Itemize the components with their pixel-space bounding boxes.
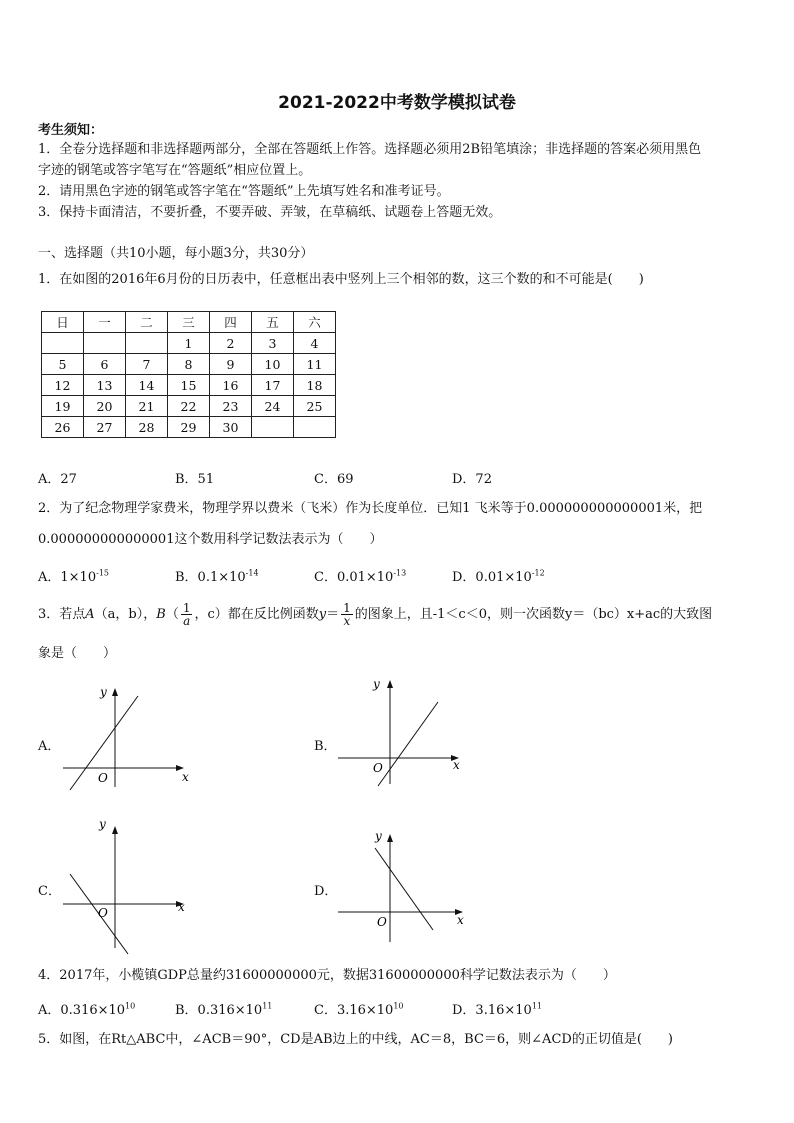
x-axis-label: x — [453, 758, 460, 772]
fraction-1-over-x: $\frac{1}{x}$ — [343, 601, 351, 628]
calendar-cell: 26 — [42, 417, 84, 438]
calendar-table — [41, 311, 336, 438]
calendar-cell: 三 — [168, 312, 210, 333]
calendar-cell: 4 — [294, 333, 336, 354]
calendar-cell: 24 — [252, 396, 294, 417]
calendar-cell: 13 — [84, 375, 126, 396]
graph-a — [58, 682, 198, 792]
q4-option-b: B．$0.316\times 10^{11}$ — [175, 1001, 273, 1018]
section-heading: 一、选择题（共10小题，每小题3分，共30分） — [38, 246, 314, 261]
x-axis-label: x — [178, 900, 185, 914]
calendar-cell: 25 — [294, 396, 336, 417]
q1-option-a: A．27 — [38, 472, 77, 487]
q2-option-a: A．$1\times 10^{-15}$ — [38, 568, 109, 585]
calendar-cell: 18 — [294, 375, 336, 396]
calendar-cell: 2 — [210, 333, 252, 354]
notice-item-3: 3．保持卡面清洁，不要折叠，不要弄破、弄皱，在草稿纸、试题卷上答题无效。 — [38, 205, 502, 220]
q2-stem-cont: 0.000000000000001这个数用科学记数法表示为（ ） — [38, 532, 383, 547]
calendar-cell: 19 — [42, 396, 84, 417]
origin-label: O — [377, 915, 387, 929]
x-axis-label: x — [182, 770, 189, 784]
calendar-cell: 11 — [294, 354, 336, 375]
calendar-cell: 30 — [210, 417, 252, 438]
y-axis-label: y — [375, 829, 382, 843]
calendar-cell: 15 — [168, 375, 210, 396]
calendar-cell: 10 — [252, 354, 294, 375]
q1-option-c: C．69 — [314, 472, 354, 487]
y-axis-label: y — [100, 685, 107, 699]
calendar-cell: 四 — [210, 312, 252, 333]
calendar-cell: 二 — [126, 312, 168, 333]
q1-option-b: B．51 — [175, 472, 215, 487]
calendar-cell: 23 — [210, 396, 252, 417]
calendar-cell — [42, 333, 84, 354]
q3-option-d-label: D． — [314, 884, 338, 899]
y-axis-label: y — [99, 818, 106, 831]
q2-option-b: B．$0.1\times 10^{-14}$ — [175, 568, 259, 585]
q2-option-d: D．$0.01\times 10^{-12}$ — [452, 568, 545, 585]
calendar-row — [42, 333, 336, 354]
calendar-row — [42, 396, 336, 417]
calendar-cell: 5 — [42, 354, 84, 375]
notice-heading: 考生须知： — [38, 123, 104, 138]
calendar-cell: 27 — [84, 417, 126, 438]
notice-item-2: 2．请用黑色字迹的钢笔或答字笔在“答题纸”上先填写姓名和准考证号。 — [38, 184, 450, 199]
calendar-cell: 12 — [42, 375, 84, 396]
calendar-cell: 一 — [84, 312, 126, 333]
q4-option-c: C．$3.16\times 10^{10}$ — [314, 1001, 404, 1018]
calendar-cell: 22 — [168, 396, 210, 417]
origin-label: O — [373, 761, 383, 775]
q3-stem-cont: 象是（ ） — [38, 646, 117, 661]
q4-option-a: A．$0.316\times 10^{10}$ — [38, 1001, 136, 1018]
calendar-row — [42, 375, 336, 396]
calendar-cell — [126, 333, 168, 354]
calendar-cell: 6 — [84, 354, 126, 375]
q4-stem: 4．2017年，小榄镇GDP总量约31600000000元，数据31600000000科学记数法表示为（ ） — [38, 968, 616, 983]
q3-option-b-label: B． — [314, 739, 337, 754]
origin-label: O — [98, 906, 108, 920]
calendar-cell: 日 — [42, 312, 84, 333]
q3-option-c-label: C． — [38, 884, 61, 899]
calendar-cell: 9 — [210, 354, 252, 375]
calendar-cell: 3 — [252, 333, 294, 354]
q2-option-c: C．$0.01\times 10^{-13}$ — [314, 568, 407, 585]
calendar-cell — [294, 417, 336, 438]
y-axis-label: y — [373, 677, 380, 691]
q3-stem: 3．若点A（a，b），B（ $\frac{1}{a}$ ，c）都在反比例函数y＝ $\frac{1}{x}$ 的图象上，且-1＜c＜0，则一次函数y＝（bc）x+ac的大致图 — [38, 601, 713, 628]
calendar-cell: 8 — [168, 354, 210, 375]
calendar-header-row — [42, 312, 336, 333]
calendar-cell: 14 — [126, 375, 168, 396]
calendar-cell: 16 — [210, 375, 252, 396]
calendar-row — [42, 354, 336, 375]
calendar-cell — [252, 417, 294, 438]
fraction-1-over-a: $\frac{1}{a}$ — [182, 601, 191, 628]
page-title: 2021-2022中考数学模拟试卷 — [278, 93, 516, 113]
origin-label: O — [98, 771, 108, 785]
notice-item-1: 1．全卷分选择题和非选择题两部分，全部在答题纸上作答。选择题必须用2B铅笔填涂；非选择题的答案必须用黑色 — [38, 142, 702, 157]
calendar-cell: 1 — [168, 333, 210, 354]
graph-b — [333, 672, 473, 792]
calendar-row — [42, 417, 336, 438]
calendar-cell: 五 — [252, 312, 294, 333]
q4-option-d: D．$3.16\times 10^{11}$ — [452, 1001, 542, 1018]
graph-d — [333, 826, 473, 956]
calendar-cell: 7 — [126, 354, 168, 375]
calendar-cell — [84, 333, 126, 354]
q2-stem: 2．为了纪念物理学家费米，物理学界以费米（飞米）作为长度单位．已知1 飞米等于0.000000000000001米，把 — [38, 501, 703, 516]
calendar-cell: 29 — [168, 417, 210, 438]
calendar-cell: 28 — [126, 417, 168, 438]
q5-stem: 5．如图，在Rt△ABC中，∠ACB＝90°，CD是AB边上的中线，AC＝8，BC＝6，则∠ACD的正切值是( ) — [38, 1032, 673, 1047]
calendar-cell: 21 — [126, 396, 168, 417]
x-axis-label: x — [457, 913, 464, 927]
q1-stem: 1．在如图的2016年6月份的日历表中，任意框出表中竖列上三个相邻的数，这三个数的和不可能是( ) — [38, 272, 644, 287]
calendar-cell: 20 — [84, 396, 126, 417]
notice-item-1-cont: 字迹的钢笔或答字笔写在“答题纸”相应位置上。 — [38, 163, 312, 178]
calendar-cell: 六 — [294, 312, 336, 333]
q3-option-a-label: A． — [38, 739, 61, 754]
calendar-cell: 17 — [252, 375, 294, 396]
graph-c — [58, 818, 198, 958]
q1-option-d: D．72 — [452, 472, 492, 487]
